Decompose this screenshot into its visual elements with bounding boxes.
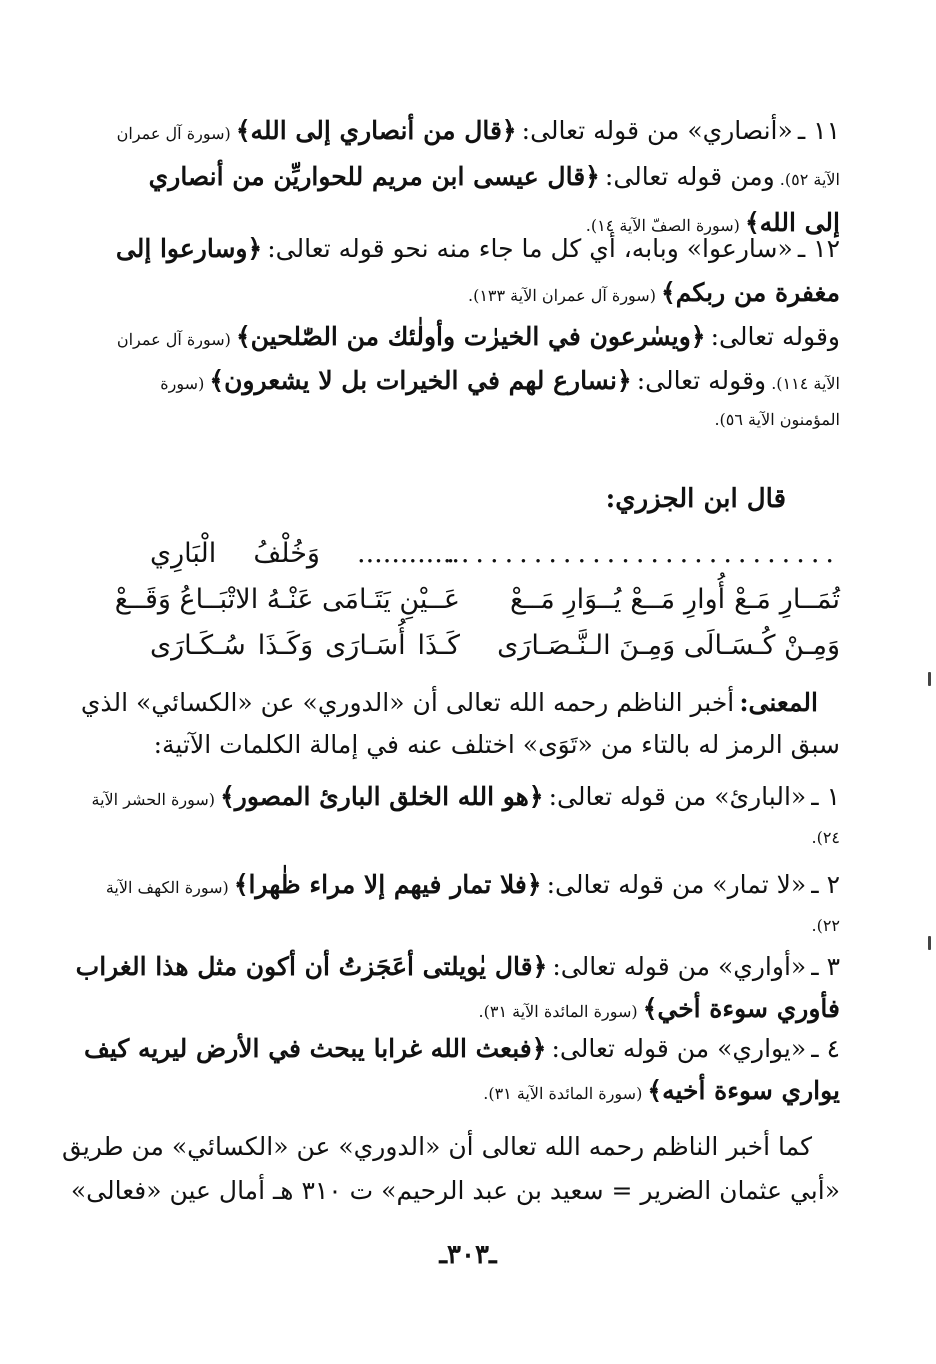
quran-quote: مغفرة من ربكم﴾	[661, 278, 840, 307]
item-number: ١١ ـ	[797, 116, 840, 145]
item-12-line-2	[140, 280, 840, 320]
quran-quote: ﴿فبعث الله غرابا يبحث في الأرض ليريه كيف	[83, 1034, 547, 1063]
verse-hemistich-left: عَــيْنِ يَتَـامَى عَنْـهُ الاتْبَــاعُ وَقَــعْ	[114, 584, 460, 615]
quran-quote: ﴿ويسٰرعون في الخيرٰت وأولٰئك من الصّٰلحين﴾	[236, 322, 706, 351]
verse-hemistich-right: وَمِـنْ كُـسَـالَى وَمِـنَ الـنَّـصَـارَى	[497, 630, 840, 661]
item-text: «أنصاري» من قوله تعالى:	[521, 116, 793, 145]
quran-quote: ﴿هو الله الخلق البارئ المصور﴾	[220, 782, 544, 811]
quran-quote: ﴿قال عيسى ابن مريم للحواريِّن من أنصاري	[148, 162, 600, 191]
meaning-text: أخبر الناظم رحمه الله تعالى أن «الدوري» عن «الكسائي» الذي	[80, 688, 735, 717]
quran-quote: ﴿قال يٰويلتى أعَجَزتُ أن أكون مثل هذا الغراب	[75, 952, 548, 981]
list-item-line	[140, 1078, 840, 1114]
quran-quote: يواري سوءة أخيه﴾	[647, 1076, 840, 1105]
item-12-line-1	[115, 234, 840, 276]
meaning-paragraph	[80, 688, 840, 768]
item-text: «يواري» من قوله تعالى:	[551, 1034, 807, 1063]
surah-reference: (سورة آل عمران الآية ١٣٣).	[467, 286, 656, 305]
section-heading: قال ابن الجزري:	[605, 484, 786, 514]
item-text: «لا تمار» من قوله تعالى:	[546, 870, 807, 899]
item-number: ٤ ـ	[811, 1034, 840, 1063]
scan-edge-mark	[928, 936, 931, 950]
item-number: ٢ ـ	[811, 870, 840, 899]
meaning-line-2: سبق الرمز له بالتاء من «تَوَى» اختلف عنه في إمالة الكلمات الآتية:	[153, 730, 840, 759]
verse-hemistich-right: تُمَــارِ مَـعْ أُوارِ مَــعْ يُــوَارِ مَــعْ	[510, 584, 840, 615]
item-text: «سارعوا» وبابه، أي كل ما جاء منه نحو قوله تعالى:	[267, 234, 793, 263]
list-item-line	[140, 996, 840, 1032]
item-number: ٣ ـ	[811, 952, 840, 981]
meaning-label: المعنى:	[739, 688, 818, 717]
quran-quote: ﴿فلا تمار فيهم إلا مراء ظٰهرا﴾	[233, 870, 542, 899]
closing-line-1: كما أخبر الناظم رحمه الله تعالى أن «الدوري» عن «الكسائي» من طريق	[62, 1132, 812, 1161]
quran-quote: ﴿قال من أنصاري إلى الله﴾	[235, 116, 517, 145]
item-number: ١٢ ـ	[797, 234, 840, 263]
list-item-line	[105, 870, 840, 908]
quran-quote: إلى الله﴾	[745, 208, 840, 237]
item-12	[115, 234, 840, 442]
quran-quote: ﴿وسارعوا إلى	[115, 234, 263, 263]
surah-reference: (سورة المائدة الآية ٣١).	[478, 1002, 638, 1021]
item-12-line-4	[140, 368, 840, 408]
surah-reference: ٢٢).	[811, 916, 840, 935]
item-text: وقوله تعالى:	[636, 366, 767, 395]
item-11-line-2	[140, 164, 840, 204]
surah-reference: (سورة الحشر الآية	[91, 790, 216, 809]
item-text: ومن قوله تعالى:	[604, 162, 775, 191]
verse-hemistich-left: ............ وَخُلْفُ الْبَارِي	[150, 538, 460, 569]
list-item-line	[91, 782, 840, 820]
closing-line-2: «أبي عثمان الضرير = سعيد بن عبد الرحيم» ت ٣١٠ هـ أمال عين «فعالى»	[70, 1176, 840, 1205]
page-number: ـ٣٠٣ـ	[439, 1240, 497, 1270]
item-text: «أواري» من قوله تعالى:	[552, 952, 807, 981]
closing-paragraph	[62, 1132, 840, 1214]
item-11	[116, 116, 840, 244]
list-item-3	[75, 952, 840, 1032]
list-item-line	[75, 952, 840, 990]
list-item-1	[91, 782, 840, 856]
surah-reference: (سورة المائدة الآية ٣١).	[483, 1084, 643, 1103]
verse-hemistich-right: ...........................	[446, 538, 840, 569]
surah-reference: (سورة الصفّ الآية ١٤).	[585, 216, 740, 235]
item-12-line-5	[140, 412, 840, 442]
surah-reference: (سورة	[160, 374, 205, 393]
item-number: ١ ـ	[811, 782, 840, 811]
surah-reference: (سورة آل عمران	[116, 124, 231, 143]
verse-row-1	[150, 538, 840, 578]
surah-reference: الآية ١١٤).	[771, 374, 840, 393]
scan-edge-mark	[928, 672, 931, 686]
verse-row-2	[114, 584, 840, 624]
quran-quote: فأوري سوءة أخي﴾	[642, 994, 840, 1023]
verse-hemistich-left: كَـذَا أُسَـارَى وَكَـذَا سُـكَـارَى	[150, 630, 460, 661]
item-12-line-3	[116, 322, 840, 364]
list-item-2	[105, 870, 840, 944]
verse-row-3	[150, 630, 840, 670]
item-text: «البارئ» من قوله تعالى:	[548, 782, 807, 811]
quran-quote: ﴿نسارع لهم في الخيرات بل لا يشعرون﴾	[209, 366, 632, 395]
surah-reference: ٢٤).	[811, 828, 840, 847]
surah-reference: (سورة الكهف الآية	[105, 878, 229, 897]
surah-reference: المؤمنون الآية ٥٦).	[714, 410, 840, 429]
meaning-line-1	[80, 688, 840, 726]
list-item-line	[83, 1034, 840, 1072]
surah-reference: الآية ٥٢).	[779, 170, 840, 189]
item-11-line-1	[116, 116, 840, 158]
item-text: وقوله تعالى:	[710, 322, 840, 351]
list-item-4	[83, 1034, 840, 1114]
surah-reference: (سورة آل عمران	[116, 330, 231, 349]
